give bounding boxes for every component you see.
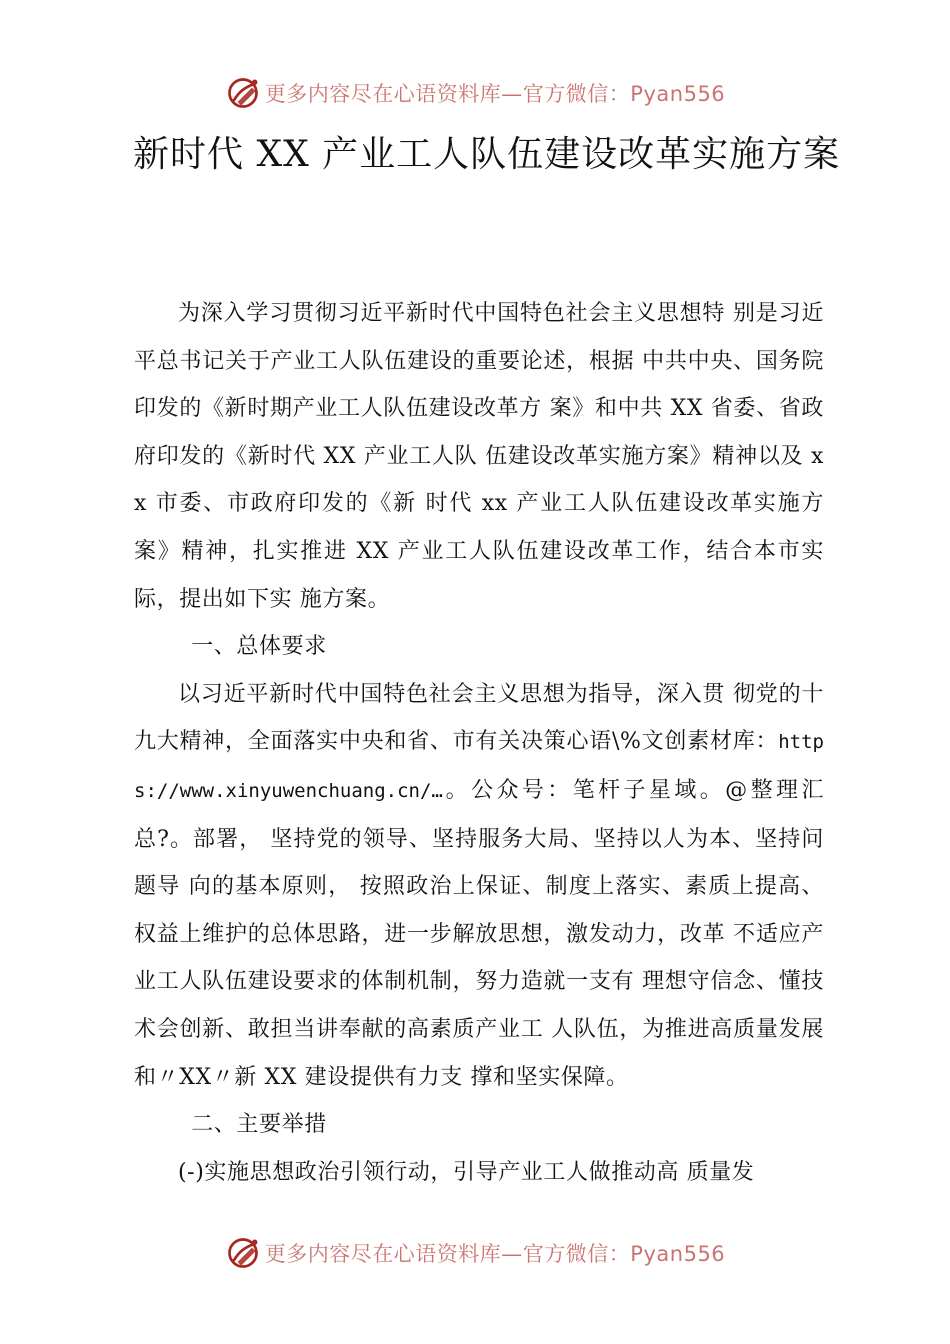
header-watermark-banner (0, 73, 950, 113)
document-title: 新时代 XX 产业工人队伍建设改革实施方案 (133, 134, 841, 175)
logo-icon (225, 75, 261, 111)
banner-text: 更多内容尽在心语资料库—官方微信：Pyan556 (264, 82, 726, 106)
general-requirements-paragraph (134, 671, 824, 1101)
intro-paragraph: 为深入学习贯彻习近平新时代中国特色社会主义思想特 别是习近平总书记关于产业工人队伍建设的重要论述，根据 中共中央、国务院印发的《新时期产业工人队伍建设改革方 案》和中共 XX 省委、省政府印发的《新时代 XX 产业工人队 伍建设改革实施方案》精神以及 xx 市委、市政府印发的《新 时代 xx 产业工人队伍建设改革实施方案》精神，扎实推进 XX 产业工人队伍建设改革工作，结合本市实际，提出如下实 施方案。 (134, 301, 824, 612)
document-body (134, 290, 824, 1196)
section-heading-general-requirements: 一、总体要求 (191, 634, 327, 660)
paragraph-text-part2: 。公众号：笔杆子星域。@整理汇总?。部署， 坚持党的领导、坚持服务大局、坚持以人为本、坚持问题导 向的基本原则， 按照政治上保证、制度上落实、素质上提高、 权益上维护的总体思路，进一步解放思想，激发动力，改革 不适应产业工人队伍建设要求的体制机制，努力造就一支有 理想守信念、懂技术会创新、敢担当讲奉献的高素质产业工 人队伍，为推进高质量发展和〃XX〃新 XX 建设提供有力支 撑和坚实保障。 (134, 777, 824, 1090)
logo-icon (225, 1235, 261, 1271)
source-url-text: https://www.xinyuwenchuang.cn/… (134, 731, 824, 802)
footer-watermark-banner (0, 1233, 950, 1273)
section-heading-main-measures: 二、主要举措 (191, 1112, 327, 1138)
measure-item-1: (-)实施思想政治引领行动，引导产业工人做推动高 质量发 (178, 1159, 755, 1185)
paragraph-text-part1: 以习近平新时代中国特色社会主义思想为指导，深入贯 彻党的十九大精神，全面落实中央和省、市有关决策心语\%文创素材库： (134, 681, 824, 755)
banner-text: 更多内容尽在心语资料库—官方微信：Pyan556 (264, 1242, 726, 1266)
